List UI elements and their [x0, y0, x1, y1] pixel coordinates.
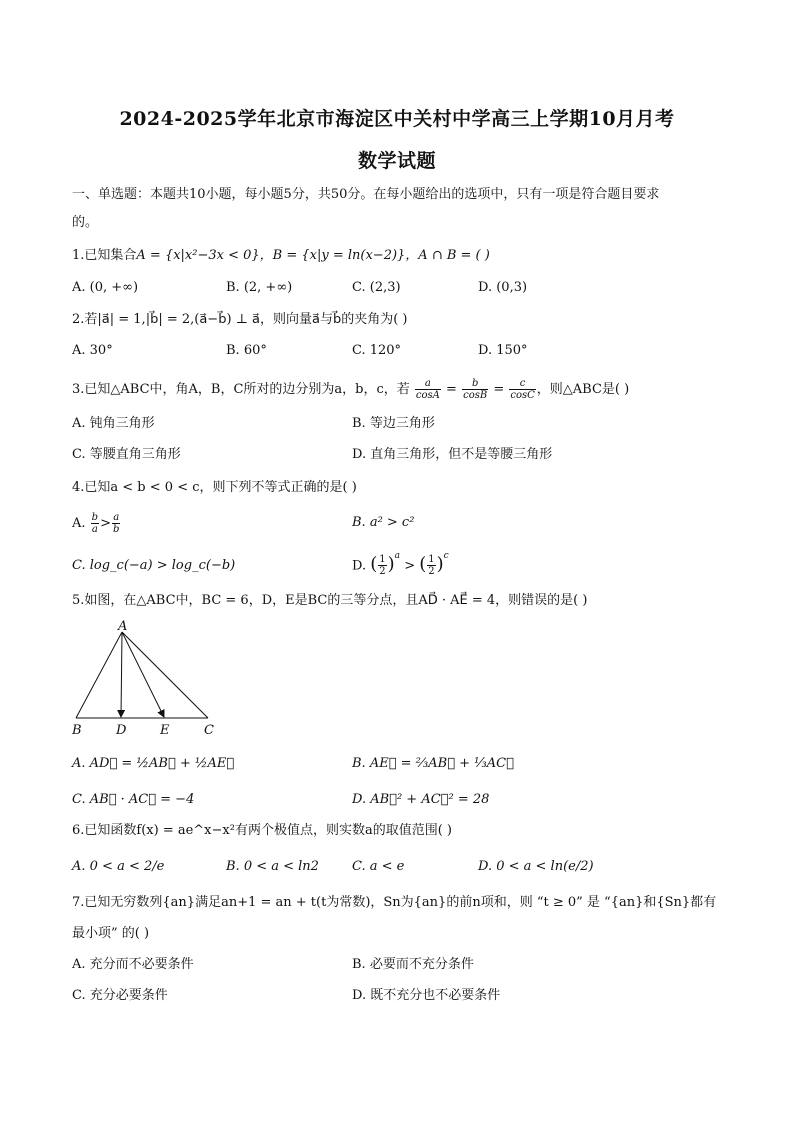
- side-ac: [122, 632, 208, 718]
- vertex-label-c: C: [204, 723, 214, 738]
- question-5-option-d: D. AB⃗² + AC⃗² = 28: [352, 792, 490, 807]
- question-2-option-a: A. 30°: [72, 343, 113, 358]
- question-3-option-d: D. 直角三角形，但不是等腰三角形: [352, 447, 553, 462]
- side-ab: [76, 632, 122, 718]
- question-6-option-d: D. 0 < a < ln(e/2): [478, 859, 594, 874]
- point-label-d: D: [116, 723, 127, 738]
- question-5-option-c: C. AB⃗ · AC⃗ = −4: [72, 792, 195, 807]
- question-3-option-c: C. 等腰直角三角形: [72, 447, 181, 462]
- question-3-stem-b: ，则△ABC是( ): [536, 382, 630, 397]
- question-2-option-b: B. 60°: [226, 343, 267, 358]
- question-4-option-d: D. ( $\frac{1}{2}$ )$^a$ > ( $\frac{1}{2}$ )$^c$: [352, 551, 449, 578]
- question-1-stem-a: 1.已知集合: [72, 248, 137, 263]
- question-2-option-c: C. 120°: [352, 343, 402, 358]
- fraction-half-2: $\frac{1}{2}$: [428, 554, 435, 578]
- question-4-option-a-label: A.: [72, 516, 86, 531]
- question-2-stem: 2.若|a⃗| = 1,|b⃗| = 2,(a⃗−b⃗) ⊥ a⃗，则向量a⃗与b⃗的夹角为( ): [72, 312, 408, 327]
- vertex-label-b: B: [72, 723, 82, 738]
- question-3-stem-a: 3.已知△ABC中，角A，B，C所对的边分别为a，b，c，若: [72, 382, 410, 397]
- question-3-option-a: A. 钝角三角形: [72, 416, 155, 431]
- question-4-stem: 4.已知a < b < 0 < c，则下列不等式正确的是( ): [72, 480, 357, 495]
- question-5-option-a: A. AD⃗ = ½AB⃗ + ½AE⃗: [72, 756, 235, 771]
- vector-ae: [122, 632, 164, 717]
- triangle-figure: [66, 618, 226, 738]
- question-7-stem: 7.已知无穷数列{an}满足an+1 = an + t(t为常数)，Sn为{an}的前n项和，则 “t ≥ 0” 是 “{an}和{Sn}都有: [72, 895, 717, 910]
- vector-ad: [121, 632, 122, 717]
- question-7-stem-cont: 最小项” 的( ): [72, 926, 150, 941]
- question-7-option-d: D. 既不充分也不必要条件: [352, 988, 501, 1003]
- question-4-option-a: A. $\frac{b}{a}$ > $\frac{a}{b}$: [72, 512, 120, 535]
- question-1-option-d: D. (0,3): [478, 280, 528, 295]
- question-1-option-b: B. (2, +∞): [226, 280, 293, 295]
- exam-title: 2024-2025学年北京市海淀区中关村中学高三上学期10月月考: [119, 108, 675, 130]
- section-intro: 一、单选题：本题共10小题，每小题5分，共50分。在每小题给出的选项中，只有一项是符合题目要求: [72, 187, 660, 202]
- question-6-option-a: A. 0 < a < 2/e: [72, 859, 165, 874]
- section-intro-cont: 的。: [72, 215, 99, 230]
- question-6-option-c: C. a < e: [352, 859, 405, 874]
- ratio-c-cosC: $\frac{c}{\cos C}$: [510, 378, 535, 401]
- ratio-b-cosB: $\frac{b}{\cos B}$: [463, 378, 488, 401]
- question-6-option-b: B. 0 < a < ln2: [226, 859, 319, 874]
- exam-subtitle: 数学试题: [357, 150, 436, 172]
- fraction-b-over-a: $\frac{b}{a}$: [91, 512, 99, 535]
- question-3-stem: 3.已知△ABC中，角A，B，C所对的边分别为a，b，c，若 $\frac{a}{\cos A}$ = $\frac{b}{\cos B}$ = $\frac{c}{\cos C}$ ，则△ABC是( ): [72, 378, 630, 401]
- question-4-option-d-label: D.: [352, 558, 367, 574]
- question-7-option-c: C. 充分必要条件: [72, 988, 168, 1003]
- question-7-option-b: B. 必要而不充分条件: [352, 957, 474, 972]
- ratio-a-cosA: $\frac{a}{\cos A}$: [415, 378, 440, 401]
- question-4-option-b: B. a² > c²: [352, 515, 415, 530]
- vertex-label-a: A: [118, 619, 128, 634]
- question-1-option-a: A. (0, +∞): [72, 280, 139, 295]
- point-label-e: E: [160, 723, 170, 738]
- question-4-option-c: C. log_c(−a) > log_c(−b): [72, 558, 236, 573]
- fraction-a-over-b: $\frac{a}{b}$: [112, 512, 120, 535]
- question-1-stem-b: A = {x|x²−3x < 0}，B = {x|y = ln(x−2)}，A ∩ B = ( ): [136, 248, 490, 263]
- question-6-stem: 6.已知函数f(x) = ae^x−x²有两个极值点，则实数a的取值范围( ): [72, 823, 452, 838]
- question-1-stem: [72, 246, 490, 266]
- question-5-stem: 5.如图，在△ABC中，BC = 6，D，E是BC的三等分点，且AD⃗ · AE⃗ = 4，则错误的是( ): [72, 593, 588, 608]
- question-7-option-a: A. 充分而不必要条件: [72, 957, 194, 972]
- fraction-half: $\frac{1}{2}$: [379, 554, 386, 578]
- question-3-option-b: B. 等边三角形: [352, 416, 435, 431]
- question-5-option-b: B. AE⃗ = ⅔AB⃗ + ⅓AC⃗: [352, 756, 514, 771]
- question-2-option-d: D. 150°: [478, 343, 528, 358]
- question-1-option-c: C. (2,3): [352, 280, 401, 295]
